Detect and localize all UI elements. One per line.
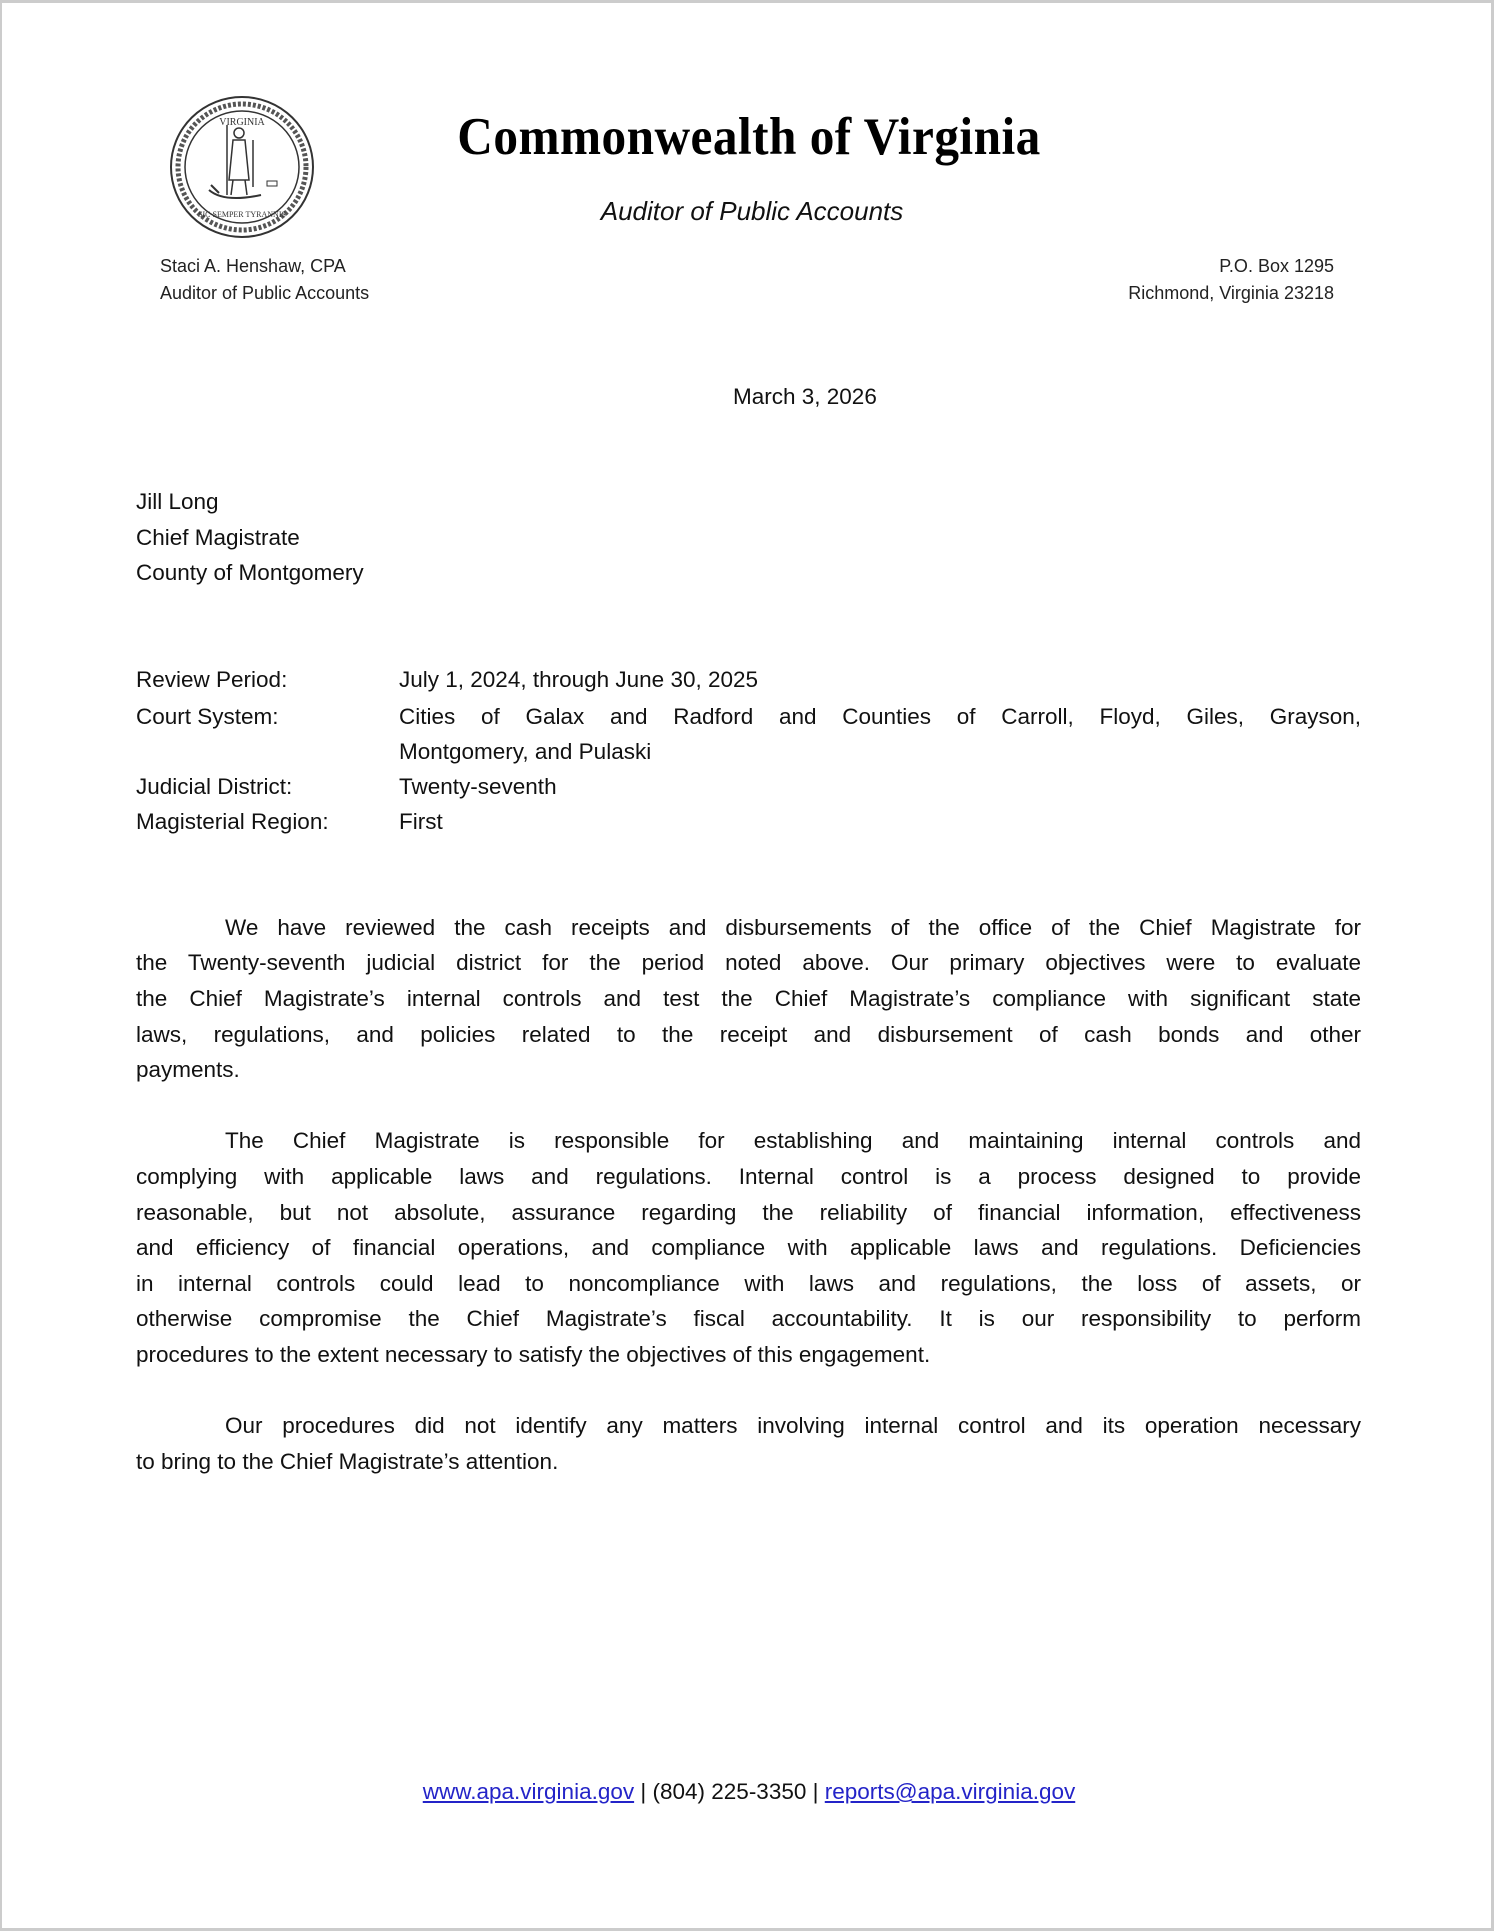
svg-text:SIC SEMPER TYRANNIS: SIC SEMPER TYRANNIS	[198, 210, 286, 219]
recipient-title: Chief Magistrate	[136, 525, 300, 550]
phone-number: (804) 225-3350	[652, 1779, 807, 1804]
letter-date: March 3, 2026	[733, 384, 877, 409]
magisterial-region-label: Magisterial Region:	[136, 809, 329, 834]
paragraph-line: reasonable, but not absolute, assurance regarding the reliability of financial information, effectiveness	[136, 1200, 1361, 1225]
letterhead-title: Commonwealth of Virginia	[457, 108, 1041, 166]
virginia-seal-icon	[169, 95, 315, 239]
address-line-1: P.O. Box 1295	[1219, 256, 1334, 276]
sender-name: Staci A. Henshaw, CPA	[160, 256, 346, 276]
judicial-district-value: Twenty-seventh	[399, 774, 557, 799]
paragraph-line: payments.	[136, 1057, 240, 1082]
court-system-value-line-1: Cities of Galax and Radford and Counties of Carroll, Floyd, Giles, Grayson,	[399, 704, 1361, 729]
review-period-label: Review Period:	[136, 667, 288, 692]
paragraph-line: otherwise compromise the Chief Magistrate’s fiscal accountability. It is our responsibility to perform	[136, 1306, 1361, 1331]
judicial-district-label: Judicial District:	[136, 774, 293, 799]
office-address	[1128, 253, 1334, 307]
website-link[interactable]: www.apa.virginia.gov	[422, 1779, 635, 1804]
email-link[interactable]: reports@apa.virginia.gov	[824, 1779, 1076, 1804]
paragraph-line: to bring to the Chief Magistrate’s attention.	[136, 1449, 559, 1474]
paragraph-line: procedures to the extent necessary to satisfy the objectives of this engagement.	[136, 1342, 931, 1367]
footer-contact	[2, 1777, 1494, 1807]
letterhead-subtitle: Auditor of Public Accounts	[600, 196, 904, 226]
footer-separator: |	[640, 1779, 647, 1804]
recipient-jurisdiction: County of Montgomery	[136, 560, 364, 585]
paragraph-line: laws, regulations, and policies related to the receipt and disbursement of cash bonds and other	[136, 1022, 1361, 1047]
svg-text:VIRGINIA: VIRGINIA	[219, 117, 265, 128]
paragraph-line: We have reviewed the cash receipts and disbursements of the office of the Chief Magistrate for	[225, 915, 1361, 940]
address-line-2: Richmond, Virginia 23218	[1128, 283, 1334, 303]
magisterial-region-value: First	[399, 809, 443, 834]
paragraph-line: and efficiency of financial operations, and compliance with applicable laws and regulations. Deficiencies	[136, 1235, 1361, 1260]
paragraph-line: The Chief Magistrate is responsible for establishing and maintaining internal controls and	[225, 1128, 1361, 1153]
paragraph-line: the Chief Magistrate’s internal controls and test the Chief Magistrate’s compliance with significant state	[136, 986, 1361, 1011]
court-system-value-line-2: Montgomery, and Pulaski	[399, 739, 652, 764]
sender-block	[160, 253, 369, 307]
paragraph-line: the Twenty-seventh judicial district for the period noted above. Our primary objectives were to evaluate	[136, 950, 1361, 975]
recipient-name: Jill Long	[136, 489, 219, 514]
sender-role: Auditor of Public Accounts	[160, 283, 370, 303]
paragraph-line: in internal controls could lead to noncompliance with laws and regulations, the loss of assets, or	[136, 1271, 1361, 1296]
paragraph-line: Our procedures did not identify any matters involving internal control and its operation necessary	[225, 1413, 1361, 1438]
court-system-label: Court System:	[136, 704, 279, 729]
footer-separator: |	[812, 1779, 819, 1804]
review-period-value: July 1, 2024, through June 30, 2025	[399, 667, 759, 692]
paragraph-line: complying with applicable laws and regulations. Internal control is a process designed to provide	[136, 1164, 1361, 1189]
